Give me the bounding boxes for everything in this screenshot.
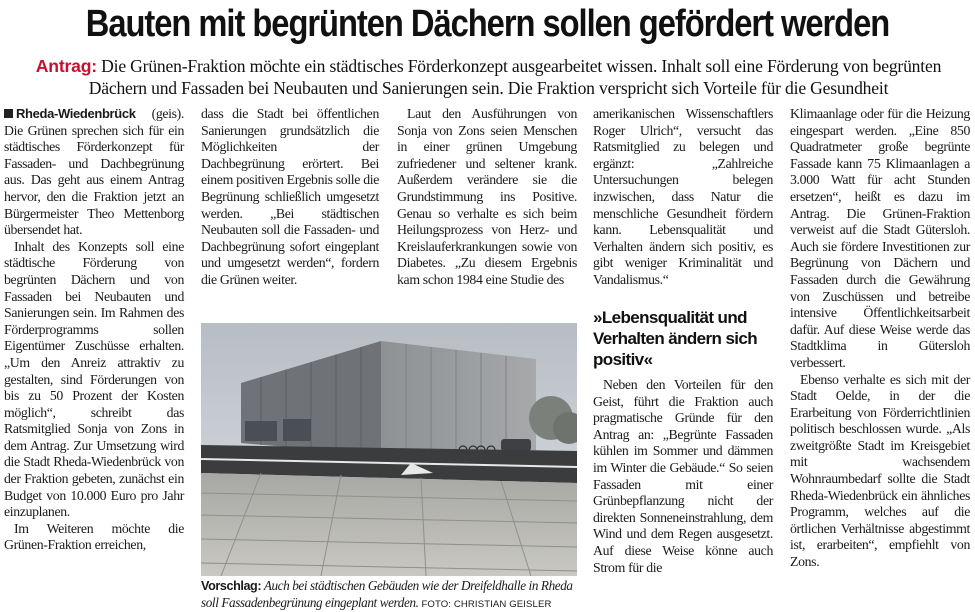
caption-label: Vorschlag:: [201, 579, 262, 593]
lead-paragraph: [6, 55, 971, 99]
article-column-3: [397, 106, 577, 289]
article-photo: [201, 323, 577, 576]
author-tag: (geis).: [135, 106, 184, 121]
article-paragraph: dass die Stadt bei öffentlichen Sanierungen grundsätzlich die Möglichkeiten der Dachbegrünung erörtert. Bei einem positiven Ergebnis solle die Begrünung schließlich umgesetzt werden. „Bei städtischen Neubauten soll die Fassaden- und Dachbegrünung sofort eingeplant und umgesetzt werden“, fordern die Grünen weiter.: [201, 106, 379, 287]
article-paragraph: [4, 106, 184, 239]
square-bullet-icon: [4, 109, 13, 118]
article-column-2: [201, 106, 379, 289]
lead-text: Die Grünen-Fraktion möchte ein städtisches Förderkonzept ausgearbeitet wissen. Inhalt soll eine Förderung von begrünten Dächern und Fassaden bei Neubauten und Sanierungen sein. Die Fraktion verspricht sich Vorteile für die Gesundheit: [88, 56, 942, 98]
dateline: Rheda-Wiedenbrück: [16, 106, 136, 121]
article-column-1: [4, 106, 184, 554]
article-column-5: [790, 106, 970, 571]
sports-hall-photo-illustration: [201, 323, 577, 576]
article-paragraph: Im Weiteren möchte die Grünen-Fraktion erreichen,: [4, 520, 184, 553]
photo-credit: FOTO: CHRISTIAN GEISLER: [421, 598, 552, 610]
article-paragraph: Laut den Ausführungen von Sonja von Zons seien Menschen in einer grünen Umgebung zufriedener und seltener krank. Außerdem verändere sie die Grundstimmung ins Positive. Genau so verhalte es sich beim Heilungsprozess von Herz- und Kreislauferkrankungen sowie von Diabetes. „Zu diesem Ergebnis kam schon 1984 eine Studie des: [397, 106, 577, 287]
article-paragraph: Ebenso verhalte es sich mit der Stadt Oelde, in der die Erarbeitung von Förderrichtlinien politisch beschlossen wurde. „Als zweitgrößte Stadt im Kreisgebiet mit wachsendem Wohnraumbedarf sollte die Stadt Rheda-Wiedenbrück ein ähnliches Programm, welches auf die örtlichen Verhältnisse abgestimmt ist, erarbeiten“, empfiehlt von Zons.: [790, 371, 970, 570]
caption-text: Auch bei städtischen Gebäuden wie der Dreifeldhalle in Rheda soll Fassadenbegrünung eingeplant werden.: [201, 578, 573, 610]
headline: Bauten mit begrünten Dächern sollen gefördert werden: [85, 3, 890, 45]
article-column-4: [593, 106, 773, 289]
lead-kicker: Antrag:: [35, 56, 97, 76]
article-paragraph: amerikanischen Wissenschaftlers Roger Ulrich“, versucht das Ratsmitglied zu belegen und ergänzt: „Zahlreiche Untersuchungen belegen inzwischen, dass Natur die menschliche Gesundheit fördern kann. Lebensqualität und Verhalten ändern sich positiv, es gibt weniger Kriminalität und Vandalismus.“: [593, 106, 773, 287]
article-paragraph: Inhalt des Konzepts soll eine städtische Förderung von begrünten Dächern und von Fassaden bei Neubauten und Sanierungen sein. Im Rahmen des Förderprogramms sollen Eigentümer Zuschüsse erhalten. „Um den Anreiz attraktiv zu gestalten, sind Förderungen von bis zu 50 Prozent der Kosten möglich“, schreibt das Ratsmitglied Sonja von Zons in dem Antrag. Zur Umsetzung wird die Stadt Rheda-Wiedenbrück von der Fraktion gebeten, zunächst ein Budget von 10.000 Euro pro Jahr einzuplanen.: [4, 238, 184, 520]
article-column-4-continued: [593, 377, 773, 576]
paragraph-text: Die Grünen sprechen sich für ein städtisches Förderkonzept für Fassaden- und Dachbegrünung aus. Das geht aus einem Antrag hervor, den die Fraktion jetzt an Bürgermeister Theo Mettenborg übersendet hat.: [4, 122, 184, 238]
article-paragraph: Neben den Vorteilen für den Geist, führt die Fraktion auch pragmatische Gründe für den Antrag an: „Begrünte Fassaden kühlen im Sommer und dämmen im Winter die Gebäude.“ So seien Fassaden mit einer Grünbepflanzung nicht der direkten Sonneneinstrahlung, dem Wind und dem Regen ausgesetzt. Auf diese Weise könne auch Strom für die: [593, 377, 773, 575]
pull-quote-subhead: »Lebensqualität und Verhalten ändern sich positiv«: [593, 308, 758, 369]
article-paragraph: Klimaanlage oder für die Heizung eingespart werden. „Eine 850 Quadratmeter große begrünte Fassade kann 75 Klimaanlagen a 3.000 Watt für acht Stunden ersetzen“, heißt es dazu im Antrag. Die Grünen-Fraktion verweist auf die Stadt Gütersloh. Auch sie fördere Investitionen zur Begrünung von Dächern und Fassaden durch die Gewährung von Zuschüssen und betreibe intensive Öffentlichkeitsarbeit dafür. Auf diese Weise werde das Stadtklima in Gütersloh verbessert.: [790, 106, 970, 370]
